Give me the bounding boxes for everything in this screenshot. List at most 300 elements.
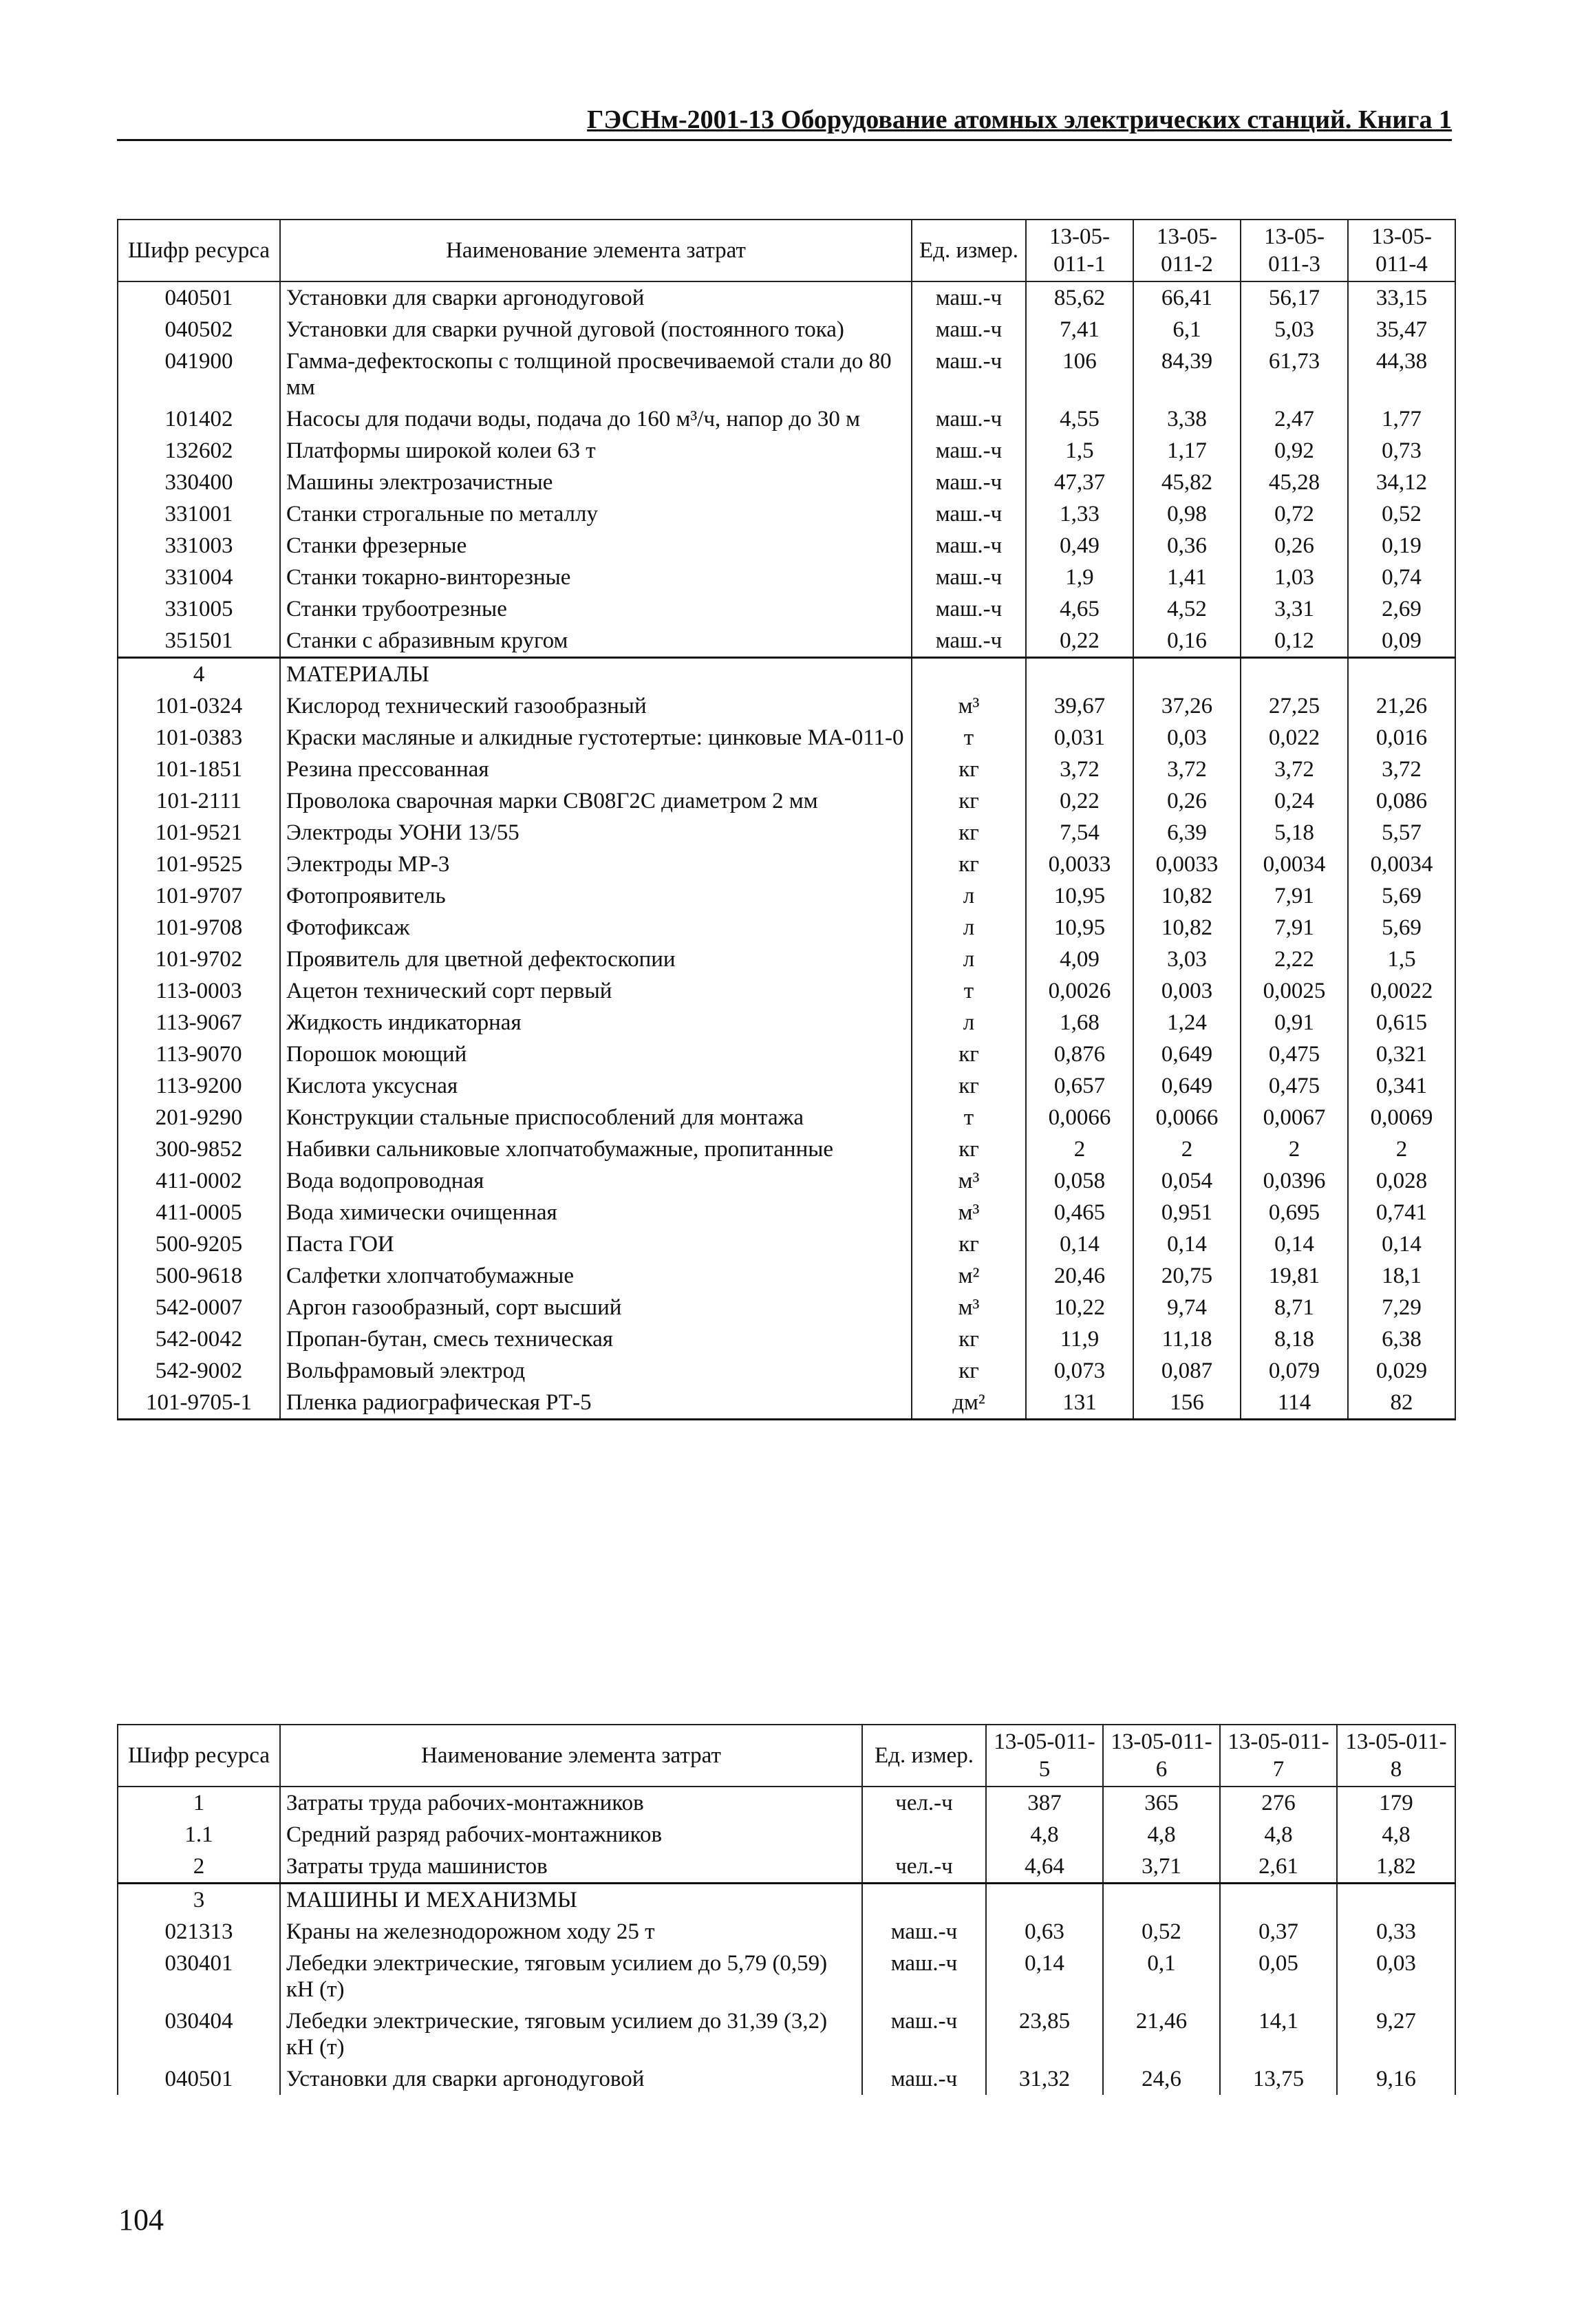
value-cell: 21,26 <box>1348 690 1455 722</box>
value-cell: 27,25 <box>1241 690 1348 722</box>
resource-name: Станки токарно-винторезные <box>280 562 912 593</box>
value-cell: 0,16 <box>1133 625 1241 658</box>
resource-code: 101-0324 <box>118 690 280 722</box>
table-row <box>118 314 1455 345</box>
resource-name: Пропан-бутан, смесь техническая <box>280 1323 912 1355</box>
value-cell: 0,0026 <box>1026 975 1133 1007</box>
table-row <box>118 281 1455 314</box>
resource-code: 330400 <box>118 467 280 498</box>
table-row <box>118 1038 1455 1070</box>
value-cell: 4,64 <box>986 1851 1103 1884</box>
resource-code: 101-2111 <box>118 785 280 817</box>
page-number: 104 <box>118 2203 164 2237</box>
value-cell: 0,475 <box>1241 1038 1348 1070</box>
value-cell: 3,72 <box>1348 754 1455 785</box>
value-cell: 7,54 <box>1026 817 1133 849</box>
table-row <box>118 1133 1455 1165</box>
value-cell: 11,18 <box>1133 1323 1241 1355</box>
value-cell: 0,1 <box>1103 1948 1220 2005</box>
value-cell: 4,8 <box>1103 1819 1220 1851</box>
value-cell: 4,55 <box>1026 403 1133 435</box>
resource-code: 331003 <box>118 530 280 562</box>
value-cell: 4,65 <box>1026 593 1133 625</box>
unit-cell: л <box>912 880 1026 912</box>
table-body <box>118 1787 1455 2095</box>
header-col-8: 13-05-011-8 <box>1337 1725 1455 1787</box>
table-row <box>118 435 1455 467</box>
resource-code: 101402 <box>118 403 280 435</box>
section-title: МАШИНЫ И МЕХАНИЗМЫ <box>280 1884 862 1917</box>
table-body <box>118 281 1455 1420</box>
value-cell: 0,0034 <box>1241 849 1348 880</box>
resource-name: Установки для сварки ручной дуговой (постоянного тока) <box>280 314 912 345</box>
resource-name: Аргон газообразный, сорт высший <box>280 1292 912 1323</box>
resource-table-1 <box>117 219 1456 1420</box>
value-cell: 0,14 <box>1348 1228 1455 1260</box>
unit-cell: м² <box>912 1260 1026 1292</box>
value-cell: 0,14 <box>1026 1228 1133 1260</box>
value-cell: 3,38 <box>1133 403 1241 435</box>
value-cell: 33,15 <box>1348 281 1455 314</box>
value-cell: 0,657 <box>1026 1070 1133 1102</box>
value-cell: 10,82 <box>1133 880 1241 912</box>
resource-code: 101-1851 <box>118 754 280 785</box>
resource-code: 113-9067 <box>118 1007 280 1038</box>
table-header-row <box>118 1725 1455 1787</box>
value-cell: 0,22 <box>1026 625 1133 658</box>
table-row <box>118 1292 1455 1323</box>
value-cell: 84,39 <box>1133 345 1241 403</box>
unit-cell: маш.-ч <box>912 345 1026 403</box>
resource-name: Фотопроявитель <box>280 880 912 912</box>
value-cell: 5,57 <box>1348 817 1455 849</box>
value-cell: 45,28 <box>1241 467 1348 498</box>
value-cell: 0,079 <box>1241 1355 1348 1387</box>
table-row <box>118 785 1455 817</box>
value-cell: 85,62 <box>1026 281 1133 314</box>
unit-cell: маш.-ч <box>912 281 1026 314</box>
value-cell: 0,14 <box>1241 1228 1348 1260</box>
resource-code: 030401 <box>118 1948 280 2005</box>
value-cell: 9,27 <box>1337 2005 1455 2063</box>
resource-name: Ацетон технический сорт первый <box>280 975 912 1007</box>
value-cell: 8,18 <box>1241 1323 1348 1355</box>
resource-code: 040502 <box>118 314 280 345</box>
value-cell: 0,951 <box>1133 1197 1241 1228</box>
header-col-3: 13-05-011-3 <box>1241 220 1348 281</box>
resource-name: Насосы для подачи воды, подача до 160 м³/ч, напор до 30 м <box>280 403 912 435</box>
section-code: 4 <box>118 658 280 691</box>
value-cell: 10,22 <box>1026 1292 1133 1323</box>
value-cell: 156 <box>1133 1387 1241 1420</box>
value-cell: 0,0067 <box>1241 1102 1348 1133</box>
value-cell: 7,91 <box>1241 880 1348 912</box>
value-cell: 3,72 <box>1133 754 1241 785</box>
empty-cell <box>1241 658 1348 691</box>
unit-cell: маш.-ч <box>912 498 1026 530</box>
value-cell: 2 <box>1133 1133 1241 1165</box>
unit-cell: кг <box>912 1323 1026 1355</box>
unit-cell: маш.-ч <box>912 435 1026 467</box>
unit-cell: кг <box>912 817 1026 849</box>
unit-cell: дм² <box>912 1387 1026 1420</box>
value-cell: 21,46 <box>1103 2005 1220 2063</box>
table-row <box>118 754 1455 785</box>
header-code: Шифр ресурса <box>118 220 280 281</box>
resource-code: 041900 <box>118 345 280 403</box>
value-cell: 0,087 <box>1133 1355 1241 1387</box>
resource-name: Машины электрозачистные <box>280 467 912 498</box>
header-unit: Ед. измер. <box>862 1725 986 1787</box>
empty-cell <box>1133 658 1241 691</box>
table-row <box>118 2063 1455 2095</box>
value-cell: 0,341 <box>1348 1070 1455 1102</box>
value-cell: 4,8 <box>1220 1819 1337 1851</box>
header-name: Наименование элемента затрат <box>280 220 912 281</box>
resource-code: 101-9525 <box>118 849 280 880</box>
value-cell: 1,77 <box>1348 403 1455 435</box>
unit-cell: маш.-ч <box>862 2005 986 2063</box>
value-cell: 24,6 <box>1103 2063 1220 2095</box>
value-cell: 0,03 <box>1133 722 1241 754</box>
value-cell: 0,003 <box>1133 975 1241 1007</box>
resource-name: Вода химически очищенная <box>280 1197 912 1228</box>
resource-table-2 <box>117 1724 1456 2095</box>
value-cell: 31,32 <box>986 2063 1103 2095</box>
value-cell: 39,67 <box>1026 690 1133 722</box>
empty-cell <box>912 658 1026 691</box>
resource-name: Жидкость индикаторная <box>280 1007 912 1038</box>
value-cell: 114 <box>1241 1387 1348 1420</box>
value-cell: 0,615 <box>1348 1007 1455 1038</box>
value-cell: 0,19 <box>1348 530 1455 562</box>
value-cell: 0,52 <box>1348 498 1455 530</box>
resource-code: 542-0007 <box>118 1292 280 1323</box>
value-cell: 0,029 <box>1348 1355 1455 1387</box>
table-row <box>118 1355 1455 1387</box>
value-cell: 20,75 <box>1133 1260 1241 1292</box>
value-cell: 13,75 <box>1220 2063 1337 2095</box>
value-cell: 0,031 <box>1026 722 1133 754</box>
value-cell: 23,85 <box>986 2005 1103 2063</box>
value-cell: 0,26 <box>1133 785 1241 817</box>
unit-cell: л <box>912 912 1026 944</box>
table-header-row <box>118 220 1455 281</box>
value-cell: 47,37 <box>1026 467 1133 498</box>
resource-name: Набивки сальниковые хлопчатобумажные, пропитанные <box>280 1133 912 1165</box>
section-title: МАТЕРИАЛЫ <box>280 658 912 691</box>
resource-code: 500-9205 <box>118 1228 280 1260</box>
value-cell: 82 <box>1348 1387 1455 1420</box>
value-cell: 0,0396 <box>1241 1165 1348 1197</box>
header-col-4: 13-05-011-4 <box>1348 220 1455 281</box>
value-cell: 0,12 <box>1241 625 1348 658</box>
value-cell: 365 <box>1103 1787 1220 1819</box>
resource-name: Резина прессованная <box>280 754 912 785</box>
unit-cell: маш.-ч <box>912 403 1026 435</box>
value-cell: 2,47 <box>1241 403 1348 435</box>
value-cell: 66,41 <box>1133 281 1241 314</box>
table-row <box>118 467 1455 498</box>
value-cell: 0,98 <box>1133 498 1241 530</box>
resource-name: Средний разряд рабочих-монтажников <box>280 1819 862 1851</box>
resource-code: 411-0005 <box>118 1197 280 1228</box>
table-row <box>118 912 1455 944</box>
value-cell: 0,475 <box>1241 1070 1348 1102</box>
value-cell: 1,68 <box>1026 1007 1133 1038</box>
table-row <box>118 1197 1455 1228</box>
unit-cell: кг <box>912 849 1026 880</box>
value-cell: 0,0025 <box>1241 975 1348 1007</box>
value-cell: 0,33 <box>1337 1916 1455 1948</box>
value-cell: 1,17 <box>1133 435 1241 467</box>
resource-name: Проволока сварочная марки СВ08Г2С диаметром 2 мм <box>280 785 912 817</box>
table-row <box>118 1819 1455 1851</box>
value-cell: 6,38 <box>1348 1323 1455 1355</box>
unit-cell: чел.-ч <box>862 1851 986 1884</box>
resource-code: 113-9070 <box>118 1038 280 1070</box>
unit-cell: м³ <box>912 1165 1026 1197</box>
unit-cell: т <box>912 1102 1026 1133</box>
value-cell: 7,29 <box>1348 1292 1455 1323</box>
table-row <box>118 944 1455 975</box>
value-cell: 61,73 <box>1241 345 1348 403</box>
unit-cell: маш.-ч <box>912 530 1026 562</box>
value-cell: 45,82 <box>1133 467 1241 498</box>
resource-name: Станки трубоотрезные <box>280 593 912 625</box>
table-row <box>118 593 1455 625</box>
value-cell: 1,5 <box>1026 435 1133 467</box>
resource-name: Электроды МР-3 <box>280 849 912 880</box>
value-cell: 2,69 <box>1348 593 1455 625</box>
value-cell: 1,03 <box>1241 562 1348 593</box>
value-cell: 1,41 <box>1133 562 1241 593</box>
resource-code: 351501 <box>118 625 280 658</box>
table-row <box>118 722 1455 754</box>
value-cell: 3,72 <box>1026 754 1133 785</box>
resource-code: 500-9618 <box>118 1260 280 1292</box>
resource-name: Кислота уксусная <box>280 1070 912 1102</box>
value-cell: 0,321 <box>1348 1038 1455 1070</box>
table-row <box>118 1102 1455 1133</box>
value-cell: 5,18 <box>1241 817 1348 849</box>
value-cell: 3,72 <box>1241 754 1348 785</box>
value-cell: 5,03 <box>1241 314 1348 345</box>
value-cell: 179 <box>1337 1787 1455 1819</box>
value-cell: 0,52 <box>1103 1916 1220 1948</box>
value-cell: 0,91 <box>1241 1007 1348 1038</box>
empty-cell <box>1103 1884 1220 1917</box>
table-row <box>118 817 1455 849</box>
resource-code: 113-9200 <box>118 1070 280 1102</box>
value-cell: 14,1 <box>1220 2005 1337 2063</box>
value-cell: 1,9 <box>1026 562 1133 593</box>
resource-name: Проявитель для цветной дефектоскопии <box>280 944 912 975</box>
table-row <box>118 1070 1455 1102</box>
resource-code: 101-0383 <box>118 722 280 754</box>
value-cell: 276 <box>1220 1787 1337 1819</box>
value-cell: 5,69 <box>1348 880 1455 912</box>
resource-code: 101-9705-1 <box>118 1387 280 1420</box>
unit-cell: маш.-ч <box>912 593 1026 625</box>
value-cell: 0,741 <box>1348 1197 1455 1228</box>
value-cell: 0,72 <box>1241 498 1348 530</box>
value-cell: 0,36 <box>1133 530 1241 562</box>
value-cell: 0,05 <box>1220 1948 1337 2005</box>
value-cell: 0,649 <box>1133 1038 1241 1070</box>
value-cell: 37,26 <box>1133 690 1241 722</box>
value-cell: 0,63 <box>986 1916 1103 1948</box>
value-cell: 8,71 <box>1241 1292 1348 1323</box>
unit-cell: кг <box>912 754 1026 785</box>
value-cell: 5,69 <box>1348 912 1455 944</box>
empty-cell <box>1026 658 1133 691</box>
value-cell: 34,12 <box>1348 467 1455 498</box>
resource-code: 040501 <box>118 281 280 314</box>
value-cell: 0,0034 <box>1348 849 1455 880</box>
table-row <box>118 1387 1455 1420</box>
value-cell: 0,054 <box>1133 1165 1241 1197</box>
resource-name: Вода водопроводная <box>280 1165 912 1197</box>
value-cell: 10,95 <box>1026 880 1133 912</box>
unit-cell: м³ <box>912 1197 1026 1228</box>
resource-code: 1.1 <box>118 1819 280 1851</box>
table-row <box>118 1948 1455 2005</box>
value-cell: 0,0069 <box>1348 1102 1455 1133</box>
unit-cell: маш.-ч <box>862 1916 986 1948</box>
value-cell: 4,09 <box>1026 944 1133 975</box>
resource-name: Гамма-дефектоскопы с толщиной просвечиваемой стали до 80 мм <box>280 345 912 403</box>
value-cell: 4,52 <box>1133 593 1241 625</box>
table-row <box>118 2005 1455 2063</box>
table-row <box>118 1007 1455 1038</box>
header-unit: Ед. измер. <box>912 220 1026 281</box>
header-name: Наименование элемента затрат <box>280 1725 862 1787</box>
resource-name: Конструкции стальные приспособлений для монтажа <box>280 1102 912 1133</box>
table-row <box>118 690 1455 722</box>
resource-code: 101-9702 <box>118 944 280 975</box>
resource-code: 021313 <box>118 1916 280 1948</box>
resource-name: Станки с абразивным кругом <box>280 625 912 658</box>
header-code: Шифр ресурса <box>118 1725 280 1787</box>
header-col-2: 13-05-011-2 <box>1133 220 1241 281</box>
value-cell: 4,8 <box>986 1819 1103 1851</box>
value-cell: 10,82 <box>1133 912 1241 944</box>
resource-name: Паста ГОИ <box>280 1228 912 1260</box>
table-row <box>118 562 1455 593</box>
value-cell: 0,09 <box>1348 625 1455 658</box>
value-cell: 35,47 <box>1348 314 1455 345</box>
value-cell: 0,086 <box>1348 785 1455 817</box>
resource-name: Салфетки хлопчатобумажные <box>280 1260 912 1292</box>
value-cell: 0,022 <box>1241 722 1348 754</box>
value-cell: 0,49 <box>1026 530 1133 562</box>
value-cell: 1,24 <box>1133 1007 1241 1038</box>
value-cell: 0,0033 <box>1026 849 1133 880</box>
resource-code: 201-9290 <box>118 1102 280 1133</box>
table-row <box>118 975 1455 1007</box>
table-row <box>118 345 1455 403</box>
resource-name: Электроды УОНИ 13/55 <box>280 817 912 849</box>
value-cell: 0,26 <box>1241 530 1348 562</box>
unit-cell: кг <box>912 1228 1026 1260</box>
unit-cell: маш.-ч <box>862 1948 986 2005</box>
value-cell: 0,03 <box>1337 1948 1455 2005</box>
value-cell: 0,37 <box>1220 1916 1337 1948</box>
value-cell: 2,22 <box>1241 944 1348 975</box>
resource-code: 113-0003 <box>118 975 280 1007</box>
value-cell: 19,81 <box>1241 1260 1348 1292</box>
value-cell: 0,24 <box>1241 785 1348 817</box>
value-cell: 106 <box>1026 345 1133 403</box>
resource-name: Установки для сварки аргонодуговой <box>280 2063 862 2095</box>
unit-cell: кг <box>912 1133 1026 1165</box>
value-cell: 6,39 <box>1133 817 1241 849</box>
value-cell: 7,41 <box>1026 314 1133 345</box>
value-cell: 4,8 <box>1337 1819 1455 1851</box>
value-cell: 131 <box>1026 1387 1133 1420</box>
resource-name: Затраты труда рабочих-монтажников <box>280 1787 862 1819</box>
resource-name: Краски масляные и алкидные густотертые: цинковые МА-011-0 <box>280 722 912 754</box>
value-cell: 0,695 <box>1241 1197 1348 1228</box>
resource-code: 331005 <box>118 593 280 625</box>
value-cell: 0,028 <box>1348 1165 1455 1197</box>
resource-code: 542-0042 <box>118 1323 280 1355</box>
value-cell: 0,14 <box>986 1948 1103 2005</box>
resource-name: Пленка радиографическая РТ-5 <box>280 1387 912 1420</box>
resource-code: 331004 <box>118 562 280 593</box>
value-cell: 9,74 <box>1133 1292 1241 1323</box>
table-row <box>118 1260 1455 1292</box>
table-row <box>118 1323 1455 1355</box>
value-cell: 2 <box>1026 1133 1133 1165</box>
resource-name: Кислород технический газообразный <box>280 690 912 722</box>
table-row <box>118 1851 1455 1884</box>
table-row <box>118 1228 1455 1260</box>
value-cell: 1,33 <box>1026 498 1133 530</box>
value-cell: 387 <box>986 1787 1103 1819</box>
table-row <box>118 625 1455 658</box>
value-cell: 0,92 <box>1241 435 1348 467</box>
table-row <box>118 530 1455 562</box>
header-col-5: 13-05-011-5 <box>986 1725 1103 1787</box>
resource-name: Лебедки электрические, тяговым усилием до 5,79 (0,59) кН (т) <box>280 1948 862 2005</box>
header-col-7: 13-05-011-7 <box>1220 1725 1337 1787</box>
resource-name: Платформы широкой колеи 63 т <box>280 435 912 467</box>
resource-name: Лебедки электрические, тяговым усилием до 31,39 (3,2) кН (т) <box>280 2005 862 2063</box>
resource-code: 411-0002 <box>118 1165 280 1197</box>
table-row <box>118 498 1455 530</box>
value-cell: 0,74 <box>1348 562 1455 593</box>
value-cell: 3,71 <box>1103 1851 1220 1884</box>
header-col-1: 13-05-011-1 <box>1026 220 1133 281</box>
value-cell: 0,0066 <box>1026 1102 1133 1133</box>
value-cell: 7,91 <box>1241 912 1348 944</box>
resource-code: 040501 <box>118 2063 280 2095</box>
unit-cell: м³ <box>912 1292 1026 1323</box>
value-cell: 0,016 <box>1348 722 1455 754</box>
value-cell: 0,465 <box>1026 1197 1133 1228</box>
value-cell: 0,649 <box>1133 1070 1241 1102</box>
resource-code: 331001 <box>118 498 280 530</box>
empty-cell <box>1337 1884 1455 1917</box>
value-cell: 0,0022 <box>1348 975 1455 1007</box>
value-cell: 0,14 <box>1133 1228 1241 1260</box>
value-cell: 0,073 <box>1026 1355 1133 1387</box>
resource-name: Станки фрезерные <box>280 530 912 562</box>
value-cell: 0,876 <box>1026 1038 1133 1070</box>
unit-cell: маш.-ч <box>912 314 1026 345</box>
